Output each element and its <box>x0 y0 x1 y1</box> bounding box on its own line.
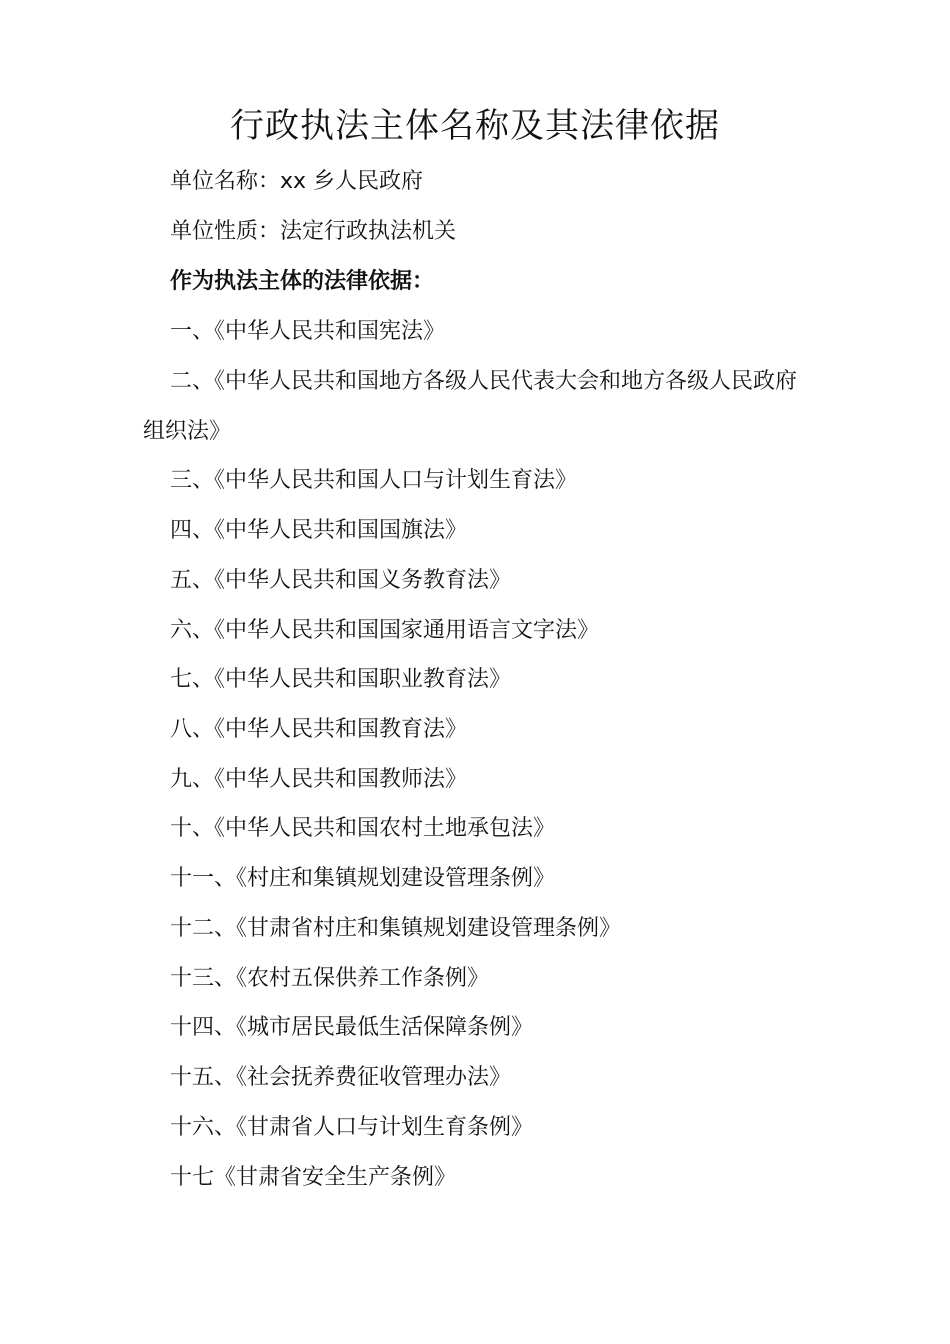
list-item: 十四、《城市居民最低生活保障条例》 <box>170 1015 534 1040</box>
list-item: 一、《中华人民共和国宪法》 <box>170 319 446 344</box>
basis-heading: 作为执法主体的法律依据： <box>170 269 435 294</box>
list-item: 十五、《社会抚养费征收管理办法》 <box>170 1065 512 1090</box>
list-item: 八、《中华人民共和国教育法》 <box>170 717 468 742</box>
list-item: 四、《中华人民共和国国旗法》 <box>170 518 468 543</box>
list-item: 七、《中华人民共和国职业教育法》 <box>170 667 512 692</box>
list-item: 十二、《甘肃省村庄和集镇规划建设管理条例》 <box>170 916 622 941</box>
document-title: 行政执法主体名称及其法律依据 <box>230 106 720 146</box>
list-item: 十、《中华人民共和国农村土地承包法》 <box>170 816 556 841</box>
list-item-continuation: 组织法》 <box>143 419 232 444</box>
list-item: 二、《中华人民共和国地方各级人民代表大会和地方各级人民政府 <box>170 369 798 394</box>
unit-nature: 单位性质：法定行政执法机关 <box>170 219 457 244</box>
list-item: 三、《中华人民共和国人口与计划生育法》 <box>170 468 578 493</box>
list-item: 十七《甘肃省安全生产条例》 <box>170 1165 457 1190</box>
list-item: 九、《中华人民共和国教师法》 <box>170 767 468 792</box>
list-item: 十一、《村庄和集镇规划建设管理条例》 <box>170 866 556 891</box>
list-item: 五、《中华人民共和国义务教育法》 <box>170 568 512 593</box>
unit-name: 单位名称：xx 乡人民政府 <box>170 169 424 194</box>
list-item: 六、《中华人民共和国国家通用语言文字法》 <box>170 618 600 643</box>
list-item: 十三、《农村五保供养工作条例》 <box>170 966 490 991</box>
list-item: 十六、《甘肃省人口与计划生育条例》 <box>170 1115 534 1140</box>
